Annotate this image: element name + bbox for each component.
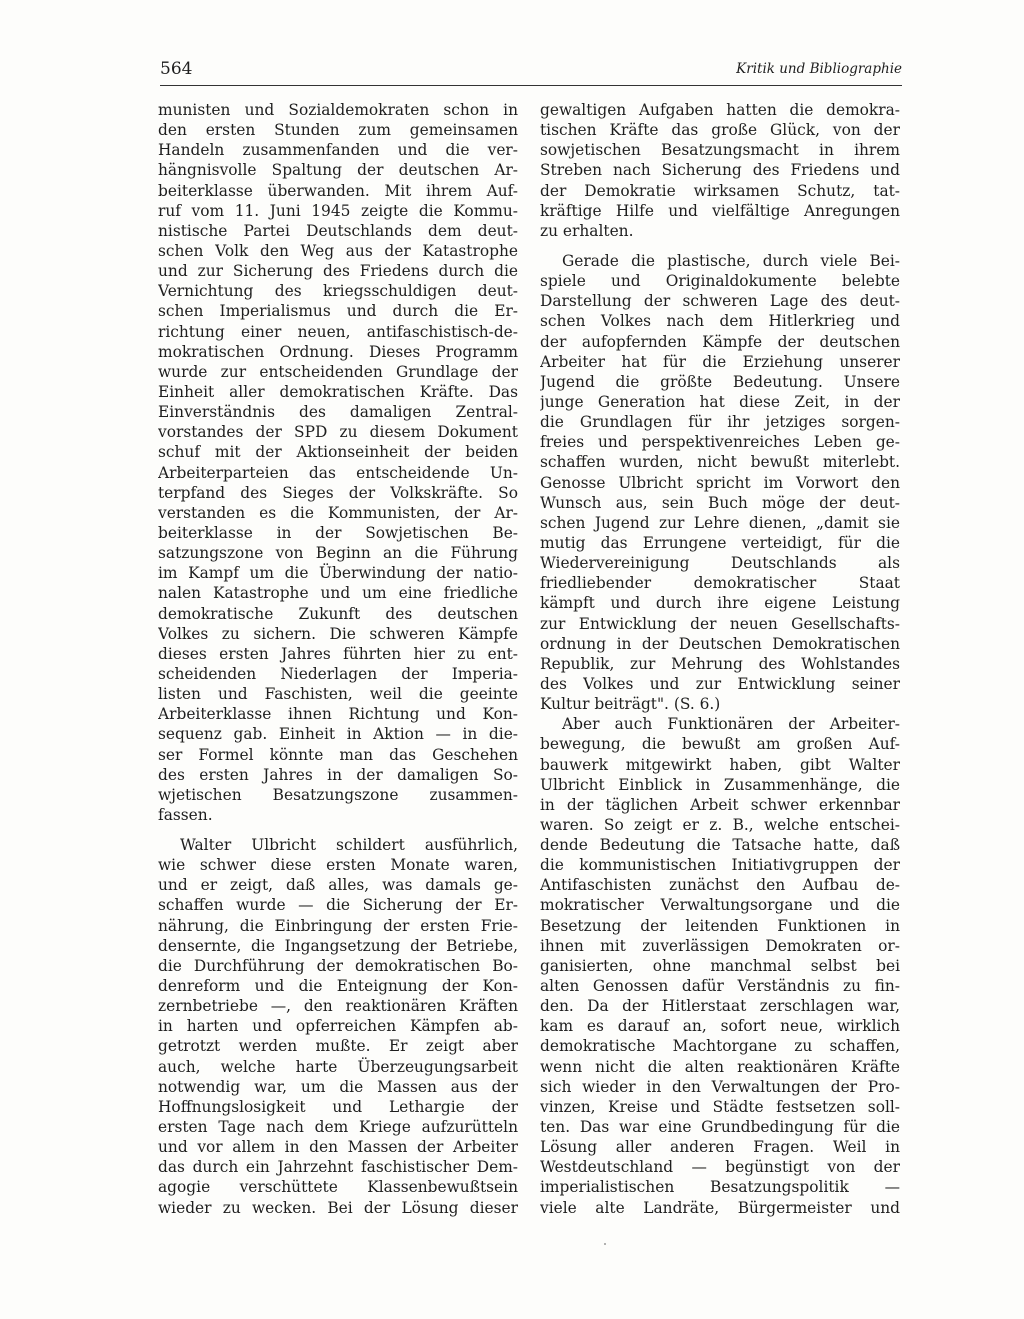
text-line: ten. Das war eine Grundbedingung für die <box>540 1118 900 1137</box>
text-line: der aufopfernden Kämpfe der deutschen <box>540 332 900 351</box>
print-speck <box>604 1243 606 1245</box>
text-line: scheidenden Niederlagen der Imperia- <box>158 664 518 683</box>
text-line: wenn nicht die alten reaktionären Kräfte <box>540 1057 900 1076</box>
text-line: Handeln zusammenfanden und die ver- <box>158 141 518 160</box>
text-line: Hoffnungslosigkeit und Lethargie der <box>158 1097 518 1116</box>
text-line: beiterklasse überwanden. Mit ihrem Auf- <box>158 181 518 200</box>
text-line: getrotzt werden mußte. Er zeigt aber <box>158 1037 518 1056</box>
text-line: nistische Partei Deutschlands dem deut- <box>158 221 518 240</box>
text-line: Einheit aller demokratischen Kräfte. Das <box>158 382 518 401</box>
text-line: tischen Kräfte das große Glück, von der <box>540 121 900 140</box>
text-line: mutig das Errungene verteidigt, für die <box>540 533 900 552</box>
text-line: Einverständnis des damaligen Zentral- <box>158 403 518 422</box>
text-line: ihnen mit zuverlässigen Demokraten or- <box>540 936 900 955</box>
text-line: wurde zur entscheidenden Grundlage der <box>158 362 518 381</box>
text-line: waren. So zeigt er z. B., welche entschei- <box>540 815 900 834</box>
text-line: freies und perspektivenreiches Leben ge- <box>540 433 900 452</box>
text-line: der Demokratie wirksamen Schutz, tat- <box>540 181 900 200</box>
text-line: vorstandes der SPD zu diesem Dokument <box>158 423 518 442</box>
text-line: alten Genossen dafür Verständnis zu fin- <box>540 977 900 996</box>
text-line: Republik, zur Mehrung des Wohlstandes <box>540 654 900 673</box>
text-line: Wiedervereinigung Deutschlands als <box>540 554 900 573</box>
text-line: imperialistischen Besatzungspolitik — <box>540 1178 900 1197</box>
page-number: 564 <box>160 59 193 79</box>
text-line: spiele und Originaldokumente belebte <box>540 272 900 291</box>
text-line: schen Jugend zur Lehre dienen, „damit sie <box>540 513 900 532</box>
text-line: im Kampf um die Überwindung der natio- <box>158 564 518 583</box>
text-line: dende Bedeutung die Tatsache hatte, daß <box>540 836 900 855</box>
text-line: nährung, die Einbringung der ersten Frie- <box>158 916 518 935</box>
text-line: Antifaschisten zunächst den Aufbau de- <box>540 876 900 895</box>
text-line: Gerade die plastische, durch viele Bei- <box>562 251 900 270</box>
text-line: sequenz gab. Einheit in Aktion — in die- <box>158 725 518 744</box>
text-line: listen und Faschisten, weil die geeinte <box>158 685 518 704</box>
text-line: sowjetischen Besatzungsmacht in ihrem <box>540 141 900 160</box>
text-line: dieses ersten Jahres führten hier zu ent- <box>158 644 518 663</box>
text-line: schuf mit der Aktionseinheit der beiden <box>158 443 518 462</box>
text-line: Arbeiter hat für die Erziehung unserer <box>540 352 900 371</box>
text-line: Jugend die größte Bedeutung. Unsere <box>540 372 900 391</box>
text-line: wjetischen Besatzungszone zusammen- <box>158 785 518 804</box>
text-line: ordnung in der Deutschen Demokratischen <box>540 634 900 653</box>
text-line: vinzen, Kreise und Städte festsetzen soll- <box>540 1097 900 1116</box>
text-line: viele alte Landräte, Bürgermeister und <box>540 1198 900 1217</box>
text-line: fassen. <box>158 805 213 824</box>
text-line: notwendig war, um die Massen aus der <box>158 1077 518 1096</box>
text-line: ruf vom 11. Juni 1945 zeigte die Kommu- <box>158 201 518 220</box>
text-line: friedliebender demokratischer Staat <box>540 574 900 593</box>
text-line: die kommunistischen Initiativgruppen der <box>540 856 900 875</box>
text-line: Arbeiterparteien das entscheidende Un- <box>158 463 518 482</box>
text-line: Wunsch aus, sein Buch möge der deut- <box>540 493 900 512</box>
text-line: bauwerk mitgewirkt haben, gibt Walter <box>540 755 900 774</box>
text-line: satzungszone von Beginn an die Führung <box>158 544 518 563</box>
text-line: Kultur beiträgt". (S. 6.) <box>540 695 721 714</box>
text-column-left <box>158 100 518 1218</box>
text-line: Besetzung der leitenden Funktionen in <box>540 916 900 935</box>
text-line: und zur Sicherung des Friedens durch die <box>158 262 518 281</box>
text-line: junge Generation hat diese Zeit, in der <box>540 392 900 411</box>
text-line: Aber auch Funktionären der Arbeiter- <box>562 715 900 734</box>
text-line: und er zeigt, daß alles, was damals ge- <box>158 876 518 895</box>
text-line: zu erhalten. <box>540 221 634 240</box>
paragraph-gap <box>158 825 518 835</box>
text-line: ser Formel könnte man das Geschehen <box>158 745 518 764</box>
text-line: schaffen wurde — die Sicherung der Er- <box>158 896 518 915</box>
text-line: die Durchführung der demokratischen Bo- <box>158 956 518 975</box>
text-line: schaffen wurden, nicht bewußt miterlebt. <box>540 453 900 472</box>
text-line: wieder zu wecken. Bei der Lösung dieser <box>158 1198 518 1217</box>
text-line: densernte, die Ingangsetzung der Betriebe, <box>158 936 518 955</box>
text-line: kämpft und durch ihre eigene Leistung <box>540 594 900 613</box>
text-line: kräftige Hilfe und vielfältige Anregungen <box>540 201 900 220</box>
text-line: zernbetriebe —, den reaktionären Kräften <box>158 997 518 1016</box>
text-line: ersten Tage nach dem Kriege aufzurütteln <box>158 1118 518 1137</box>
text-line: hängnisvolle Spaltung der deutschen Ar- <box>158 161 518 180</box>
text-line: Volkes zu sichern. Die schweren Kämpfe <box>158 624 518 643</box>
text-line: Vernichtung des kriegsschuldigen deut- <box>158 282 518 301</box>
text-line: sich wieder in den Verwaltungen der Pro- <box>540 1077 900 1096</box>
text-line: Lösung aller anderen Fragen. Weil in <box>540 1138 900 1157</box>
text-line: terpfand des Sieges der Volkskräfte. So <box>158 483 518 502</box>
text-line: in harten und opferreichen Kämpfen ab- <box>158 1017 518 1036</box>
text-line: richtung einer neuen, antifaschistisch-de- <box>158 322 518 341</box>
text-line: beiterklasse in der Sowjetischen Be- <box>158 523 518 542</box>
text-line: agogie verschüttete Klassenbewußtsein <box>158 1178 518 1197</box>
text-line: mokratischer Verwaltungsorgane und die <box>540 896 900 915</box>
text-line: das durch ein Jahrzehnt faschistischer Dem- <box>158 1158 518 1177</box>
text-line: schen Imperialismus und durch die Er- <box>158 302 518 321</box>
text-line: bewegung, die bewußt am großen Auf- <box>540 735 900 754</box>
text-line: mokratischen Ordnung. Dieses Programm <box>158 342 518 361</box>
text-line: auch, welche harte Überzeugungsarbeit <box>158 1057 518 1076</box>
text-line: Ulbricht Einblick in Zusammenhänge, die <box>540 775 900 794</box>
text-line: Walter Ulbricht schildert ausführlich, <box>180 836 518 855</box>
text-line: Genosse Ulbricht spricht im Vorwort den <box>540 473 900 492</box>
text-line: verstanden es die Kommunisten, der Ar- <box>158 503 518 522</box>
text-line: des ersten Jahres in der damaligen So- <box>158 765 518 784</box>
text-line: Arbeiterklasse ihnen Richtung und Kon- <box>158 705 518 724</box>
text-line: den. Da der Hitlerstaat zerschlagen war, <box>540 997 900 1016</box>
text-line: denreform und die Enteignung der Kon- <box>158 977 518 996</box>
text-line: gewaltigen Aufgaben hatten die demokra- <box>540 101 900 119</box>
text-line: schen Volkes nach dem Hitlerkrieg und <box>540 312 900 331</box>
text-line: zur Entwicklung der neuen Gesellschafts- <box>540 614 900 633</box>
text-line: wie schwer diese ersten Monate waren, <box>158 856 518 875</box>
text-line: demokratische Zukunft des deutschen <box>158 604 518 623</box>
paragraph-gap <box>540 241 900 251</box>
text-line: in der täglichen Arbeit schwer erkennbar <box>540 795 900 814</box>
text-line: munisten und Sozialdemokraten schon in <box>158 101 518 119</box>
text-line: schen Volk den Weg aus der Katastrophe <box>158 241 518 260</box>
text-line: Westdeutschland — begünstigt von der <box>540 1158 900 1177</box>
text-column-right <box>540 100 900 1218</box>
text-line: demokratische Machtorgane zu schaffen, <box>540 1037 900 1056</box>
text-line: des Volkes und zur Entwicklung seiner <box>540 674 900 693</box>
text-line: die Grundlagen für ihr jetziges sorgen- <box>540 413 900 432</box>
text-line: und vor allem in den Massen der Arbeiter <box>158 1138 518 1157</box>
text-line: kam es darauf an, sofort neue, wirklich <box>540 1017 900 1036</box>
running-title: Kritik und Bibliographie <box>736 61 902 77</box>
text-line: Darstellung der schweren Lage des deut- <box>540 292 900 311</box>
text-line: ganisierten, ohne manchmal selbst bei <box>540 956 900 975</box>
text-line: den ersten Stunden zum gemeinsamen <box>158 121 518 140</box>
text-line: Streben nach Sicherung des Friedens und <box>540 161 900 180</box>
text-line: nalen Katastrophe und um eine friedliche <box>158 584 518 603</box>
page-header <box>160 55 902 86</box>
